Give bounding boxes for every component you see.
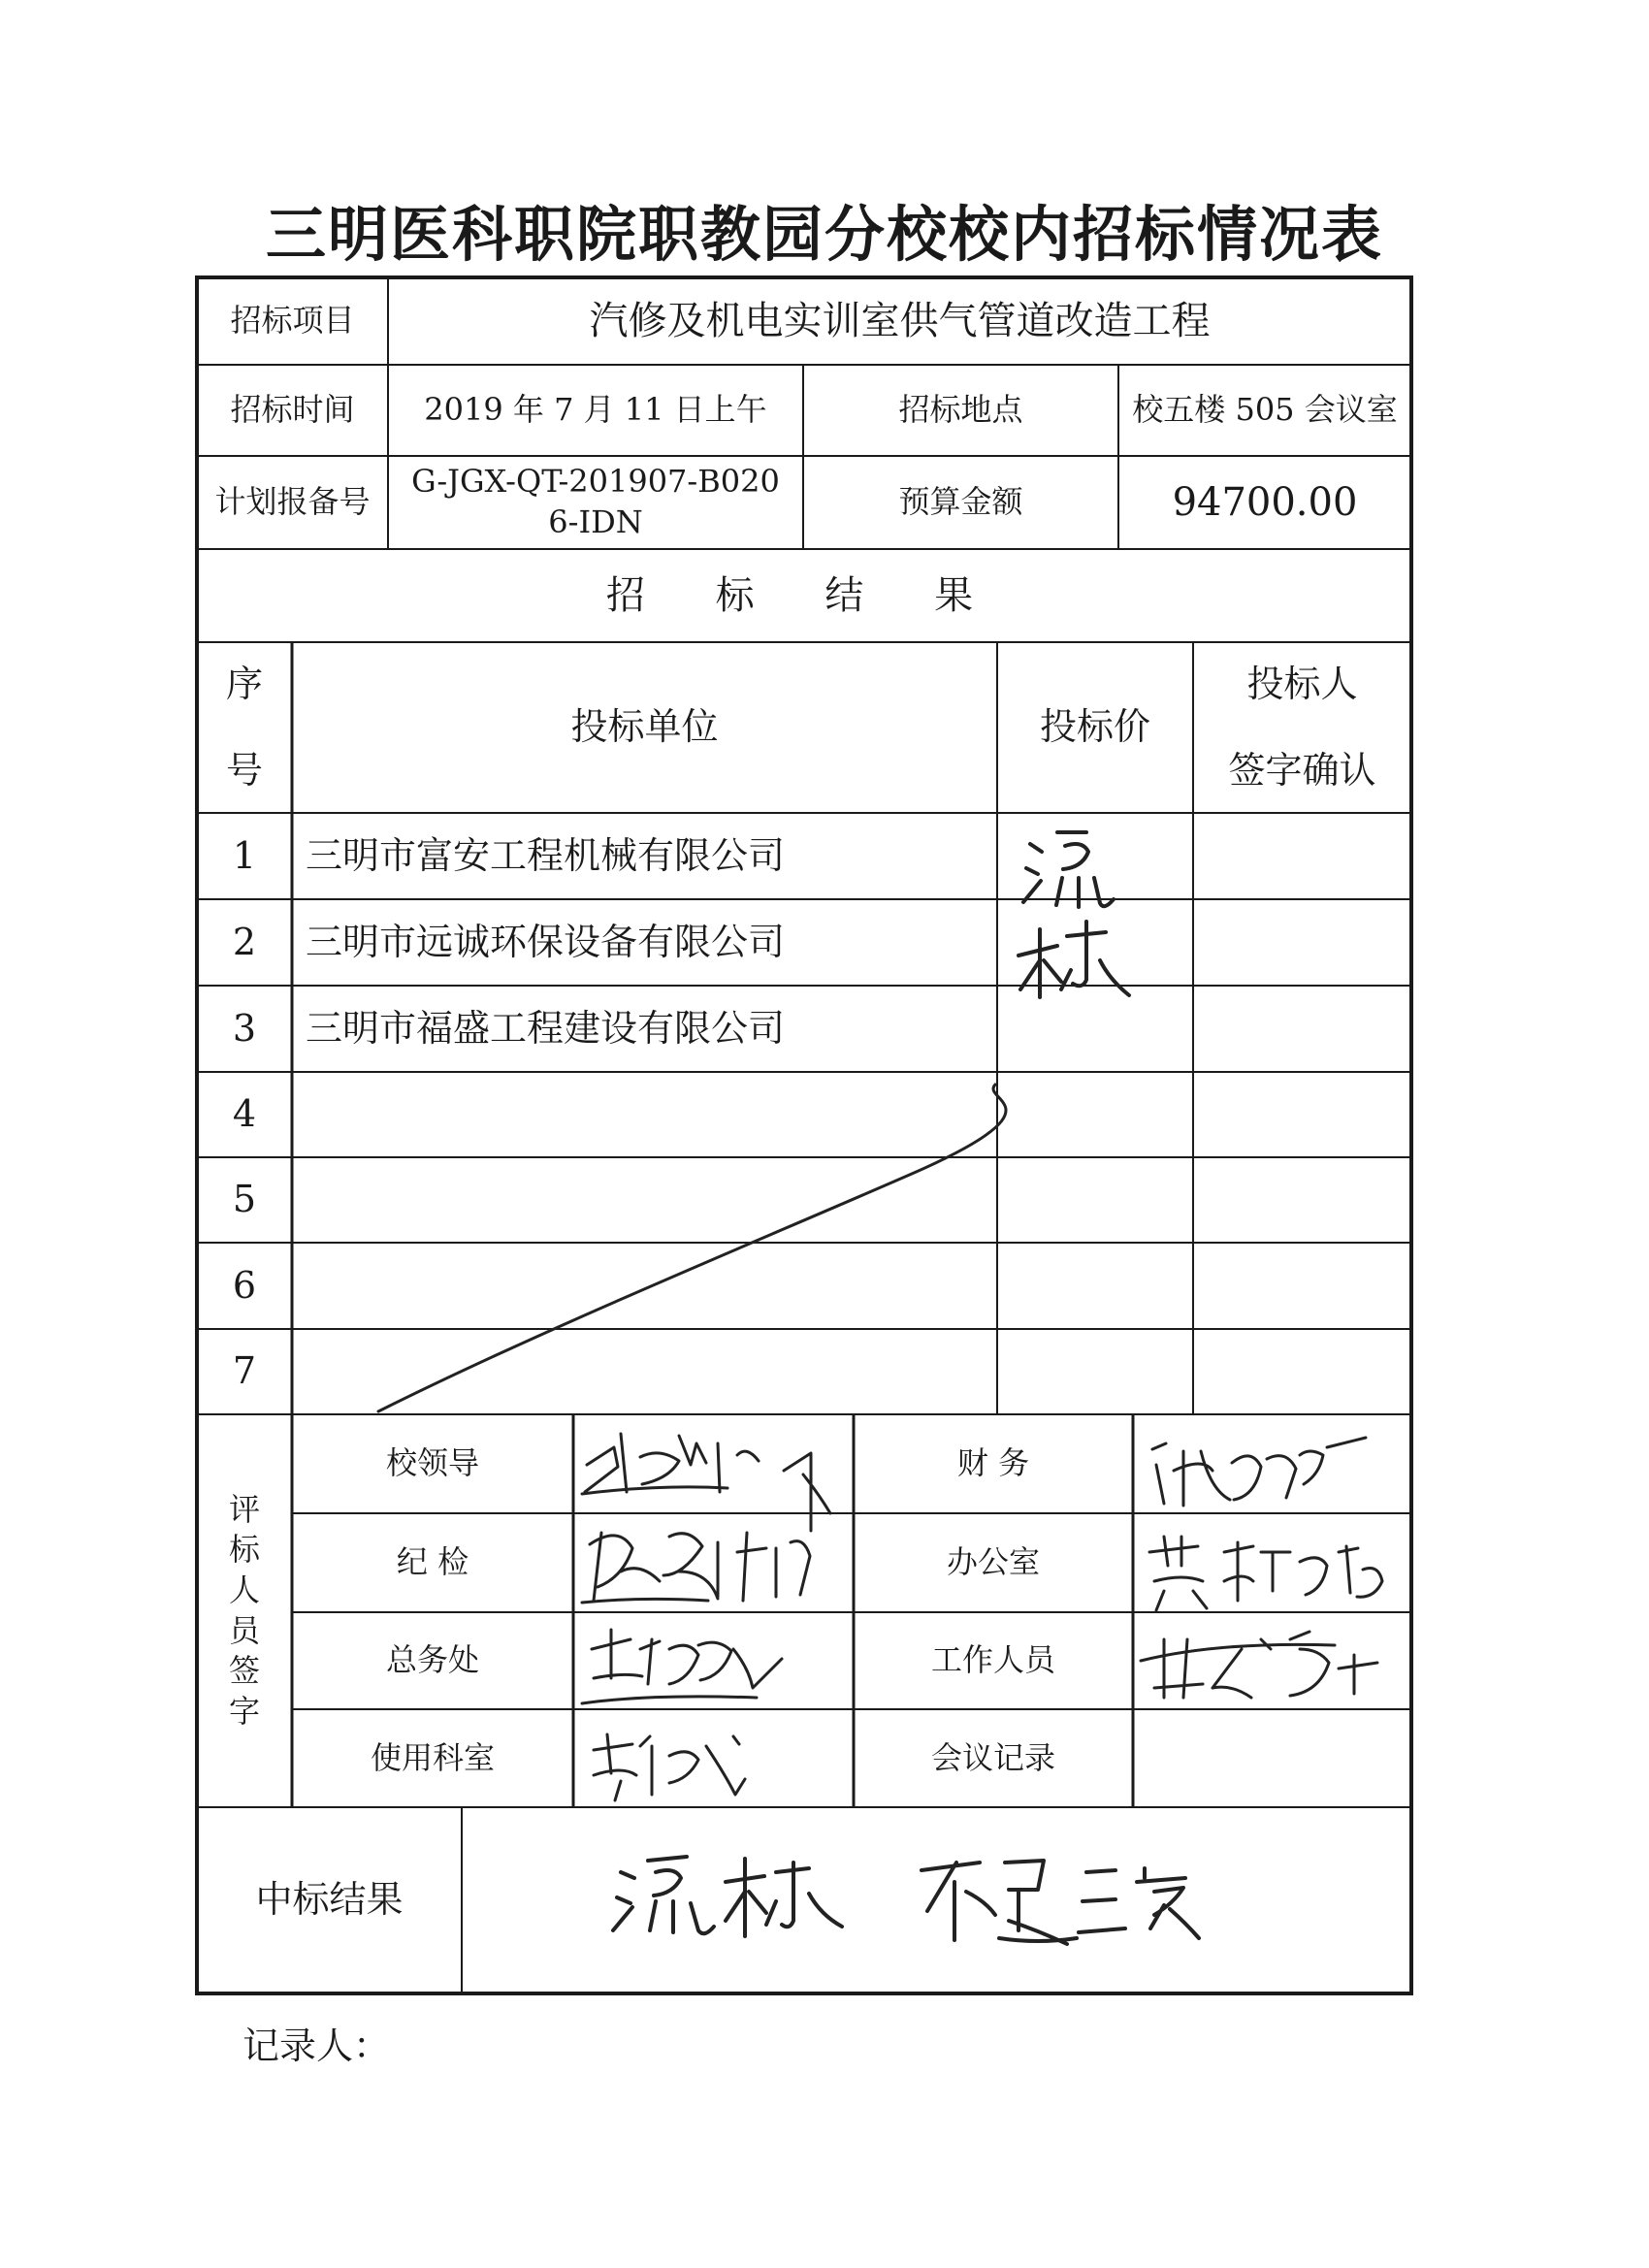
signature-office [1149,1537,1382,1610]
seq-cell-7: 7 [232,1349,257,1393]
role-user-department: 使用科室 [370,1738,495,1776]
signature-discipline [582,1533,810,1603]
results-header-text: 招 标 结 果 [605,573,1003,618]
plan-label: 计划报备号 [214,483,371,521]
unit-header: 投标单位 [570,705,719,749]
seq-cell-3: 3 [232,1006,257,1050]
seq-cell-5: 5 [232,1178,257,1221]
winning-result-label: 中标结果 [255,1878,404,1922]
role-general-affairs: 总务处 [385,1641,479,1679]
place-value: 校五楼 505 会议室 [1132,391,1398,429]
eval-char-6: 字 [228,1692,260,1730]
signature-user-department [594,1734,745,1800]
seq-cell-6: 6 [232,1263,257,1307]
project-label: 招标项目 [230,302,355,340]
sign-header [1193,642,1411,813]
role-discipline: 纪 检 [396,1543,469,1581]
time-label: 招标时间 [230,391,355,429]
bidder-name-1: 三明市富安工程机械有限公司 [306,833,786,877]
eval-char-4: 员 [228,1611,260,1649]
role-finance: 财 务 [956,1444,1030,1482]
role-meeting-minutes: 会议记录 [930,1738,1055,1776]
budget-value: 94700.00 [1172,480,1358,525]
sign-header-line2: 签字确认 [1228,749,1376,792]
signature-finance [1152,1438,1366,1506]
seq-cell-1: 1 [232,833,257,877]
signature-school-leader [582,1434,830,1531]
time-value: 2019 年 7 月 11 日上午 [424,391,767,429]
seq-header [197,642,292,813]
bidder-name-2: 三明市远诚环保设备有限公司 [306,920,786,963]
handwritten-price-note [1018,832,1129,997]
results-header [197,549,1411,642]
role-staff: 工作人员 [930,1641,1055,1679]
seq-header-line2: 号 [225,749,263,792]
signature-general-affairs [582,1630,782,1703]
price-header: 投标价 [1039,705,1150,749]
eval-char-5: 签 [228,1652,260,1690]
eval-char-2: 标 [228,1531,260,1569]
place-label: 招标地点 [898,391,1023,429]
recorder-label: 记录人： [242,2025,391,2067]
seq-cell-4: 4 [232,1092,257,1136]
bidder-name-3: 三明市福盛工程建设有限公司 [306,1006,786,1050]
strike-through-line [378,1085,1006,1411]
role-office: 办公室 [946,1543,1040,1581]
signature-staff [1141,1632,1377,1698]
sign-header-line1: 投标人 [1246,662,1358,705]
project-value: 汽修及机电实训室供气管道改造工程 [589,299,1211,343]
role-school-leader: 校领导 [385,1444,479,1482]
evaluators-section-label [197,1414,292,1807]
seq-header-line1: 序 [225,662,263,705]
handwritten-winning-result [613,1857,1199,1944]
document-title: 三明医科职院职教园分校校内招标情况表 [265,199,1383,270]
eval-char-1: 评 [228,1490,260,1528]
eval-char-3: 人 [228,1571,260,1608]
plan-value: G-JGX-QT-201907-B0206-IDN [411,463,780,540]
budget-label: 预算金额 [898,483,1023,521]
seq-cell-2: 2 [232,920,257,963]
